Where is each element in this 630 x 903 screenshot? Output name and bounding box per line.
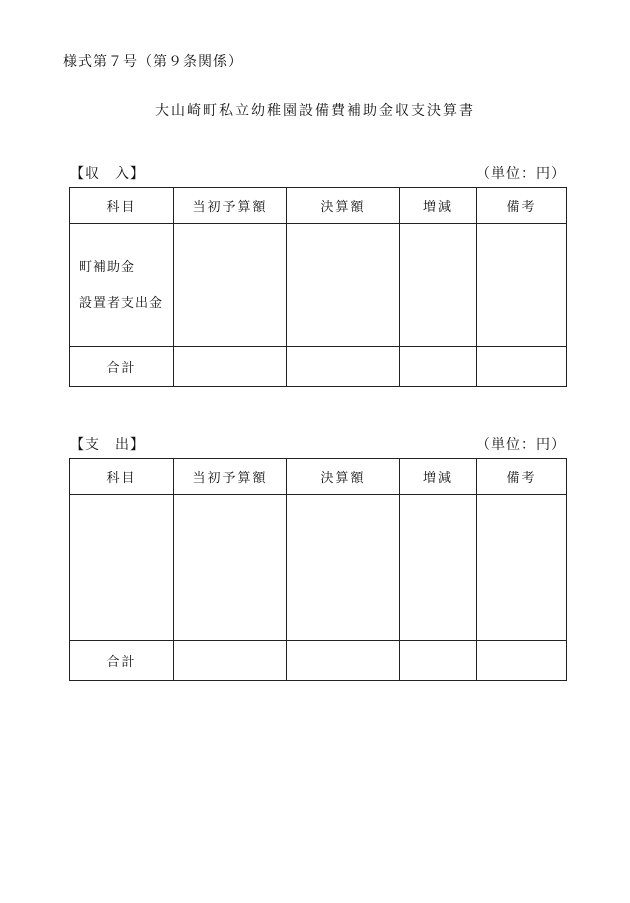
income-total-row [70, 347, 567, 387]
expense-settlement-cell [287, 495, 400, 641]
income-change-cell [400, 224, 477, 347]
income-table [69, 187, 567, 387]
income-settlement-cell [287, 224, 400, 347]
expense-initial-budget-cell [174, 495, 287, 641]
income-remarks-cell [477, 224, 567, 347]
income-header-row [70, 188, 567, 224]
income-unit-label: （単位：円） [476, 166, 566, 182]
column-header-subject: 科目 [70, 188, 174, 224]
expense-remarks-cell [477, 495, 567, 641]
column-header-change: 増減 [400, 188, 477, 224]
expense-change-cell [400, 495, 477, 641]
income-initial-budget-cell [174, 224, 287, 347]
income-item-founder-expenditure: 設置者支出金 [79, 296, 164, 311]
income-total-change-cell [400, 347, 477, 387]
income-subject-cell [70, 224, 174, 347]
expense-body-row [70, 495, 567, 641]
income-body-row [70, 224, 567, 347]
expense-subject-cell [70, 495, 174, 641]
expense-total-change-cell [400, 641, 477, 681]
column-header-remarks: 備考 [477, 188, 567, 224]
column-header-subject: 科目 [70, 459, 174, 495]
column-header-initial-budget: 当初予算額 [174, 459, 287, 495]
income-heading: 【収 入】 [70, 166, 145, 182]
expense-unit-label: （単位：円） [476, 437, 566, 453]
income-total-label: 合計 [70, 347, 174, 387]
expense-table [69, 458, 567, 681]
expense-total-remarks-cell [477, 641, 567, 681]
column-header-settlement: 決算額 [287, 459, 400, 495]
expense-total-row [70, 641, 567, 681]
column-header-change: 増減 [400, 459, 477, 495]
document-title: 大山崎町私立幼稚園設備費補助金収支決算書 [155, 103, 475, 119]
column-header-remarks: 備考 [477, 459, 567, 495]
expense-header-row [70, 459, 567, 495]
form-number: 様式第７号（第９条関係） [63, 54, 243, 70]
expense-heading: 【支 出】 [70, 437, 145, 453]
column-header-initial-budget: 当初予算額 [174, 188, 287, 224]
expense-total-label: 合計 [70, 641, 174, 681]
income-total-remarks-cell [477, 347, 567, 387]
income-total-settlement-cell [287, 347, 400, 387]
income-total-initial-budget-cell [174, 347, 287, 387]
expense-total-initial-budget-cell [174, 641, 287, 681]
expense-total-settlement-cell [287, 641, 400, 681]
income-item-town-subsidy: 町補助金 [79, 260, 136, 275]
column-header-settlement: 決算額 [287, 188, 400, 224]
